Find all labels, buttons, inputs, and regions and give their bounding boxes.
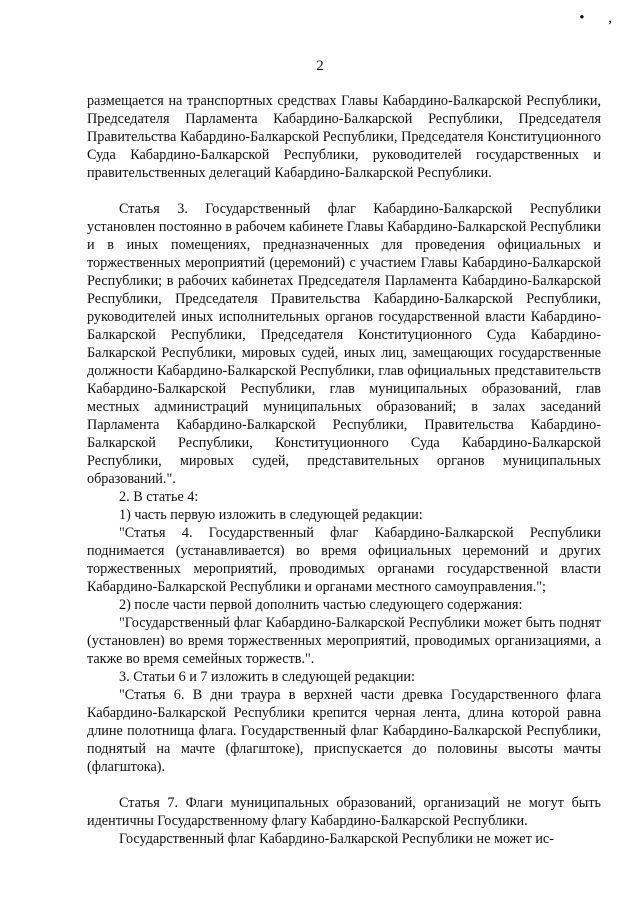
paragraph-subitem-2: 2) после части первой дополнить частью следующего содержания: bbox=[119, 597, 523, 613]
paragraph-continuation: размещается на транспортных средствах Главы Кабардино-Балкарской Республики, Председателя Парламента Кабардино-Балкарской Республики, Председателя Правительства Кабардино-Балкарской Республики, Председателя Конституционного Суда Кабардино-Балкарской Республики, руководителей государственных и правительственных делегаций Кабардино-Балкарской Республики. bbox=[87, 93, 601, 181]
paragraph-final: Государственный флаг Кабардино-Балкарской Республики не может ис- bbox=[119, 831, 554, 847]
corner-marks: • , bbox=[579, 10, 622, 26]
paragraph-item-2: 2. В статье 4: bbox=[119, 489, 199, 505]
page-number: 2 bbox=[316, 58, 324, 74]
paragraph-article-7: Статья 7. Флаги муниципальных образований, организаций не могут быть идентичны Государственному флагу Кабардино-Балкарской Республики. bbox=[87, 795, 601, 829]
paragraph-article-6: "Статья 6. В дни траура в верхней части древка Государственного флага Кабардино-Балкарской Республики крепится черная лента, длина которой равна длине полотнища флага. Государственный флаг Кабардино-Балкарской Республики, поднятый на мачте (флагштоке), приспускается до половины высоты мачты (флагштока). bbox=[87, 687, 601, 775]
paragraph-article-3: Статья 3. Государственный флаг Кабардино-Балкарской Республики установлен постоянно в рабочем кабинете Главы Кабардино-Балкарской Республики и в иных помещениях, предназначенных для проведения официальных и торжественных мероприятий (церемоний) с участием Главы Кабардино-Балкарской Республики; в рабочих кабинетах Председателя Парламента Кабардино-Балкарской Республики, Председателя Правительства Кабардино-Балкарской Республики, руководителей иных исполнительных органов государственной власти Кабардино-Балкарской Республики, Председателя Конституционного Суда Кабардино-Балкарской Республики, мировых судей, иных лиц, замещающих государственные должности Кабардино-Балкарской Республики, глав официальных представительств Кабардино-Балкарской Республики, глав муниципальных образований, глав местных администраций муниципальных образований; в залах заседаний Парламента Кабардино-Балкарской Республики, Правительства Кабардино-Балкарской Республики, Конституционного Суда Кабардино-Балкарской Республики, мировых судей, представительных органов муниципальных образований.". bbox=[87, 201, 601, 487]
paragraph-article-4-quote: "Статья 4. Государственный флаг Кабардино-Балкарской Республики поднимается (устанавливается) во время официальных церемоний и других торжественных мероприятий, проводимых органами государственной власти Кабардино-Балкарской Республики и органами местного самоуправления."; bbox=[87, 525, 601, 595]
document-body bbox=[87, 92, 601, 848]
paragraph-flag-quote: "Государственный флаг Кабардино-Балкарской Республики может быть поднят (установлен) во время торжественных мероприятий, проводимых организациями, а также во время семейных торжеств.". bbox=[87, 615, 601, 667]
paragraph-subitem-1: 1) часть первую изложить в следующей редакции: bbox=[119, 507, 423, 523]
paragraph-item-3: 3. Статьи 6 и 7 изложить в следующей редакции: bbox=[119, 669, 415, 685]
